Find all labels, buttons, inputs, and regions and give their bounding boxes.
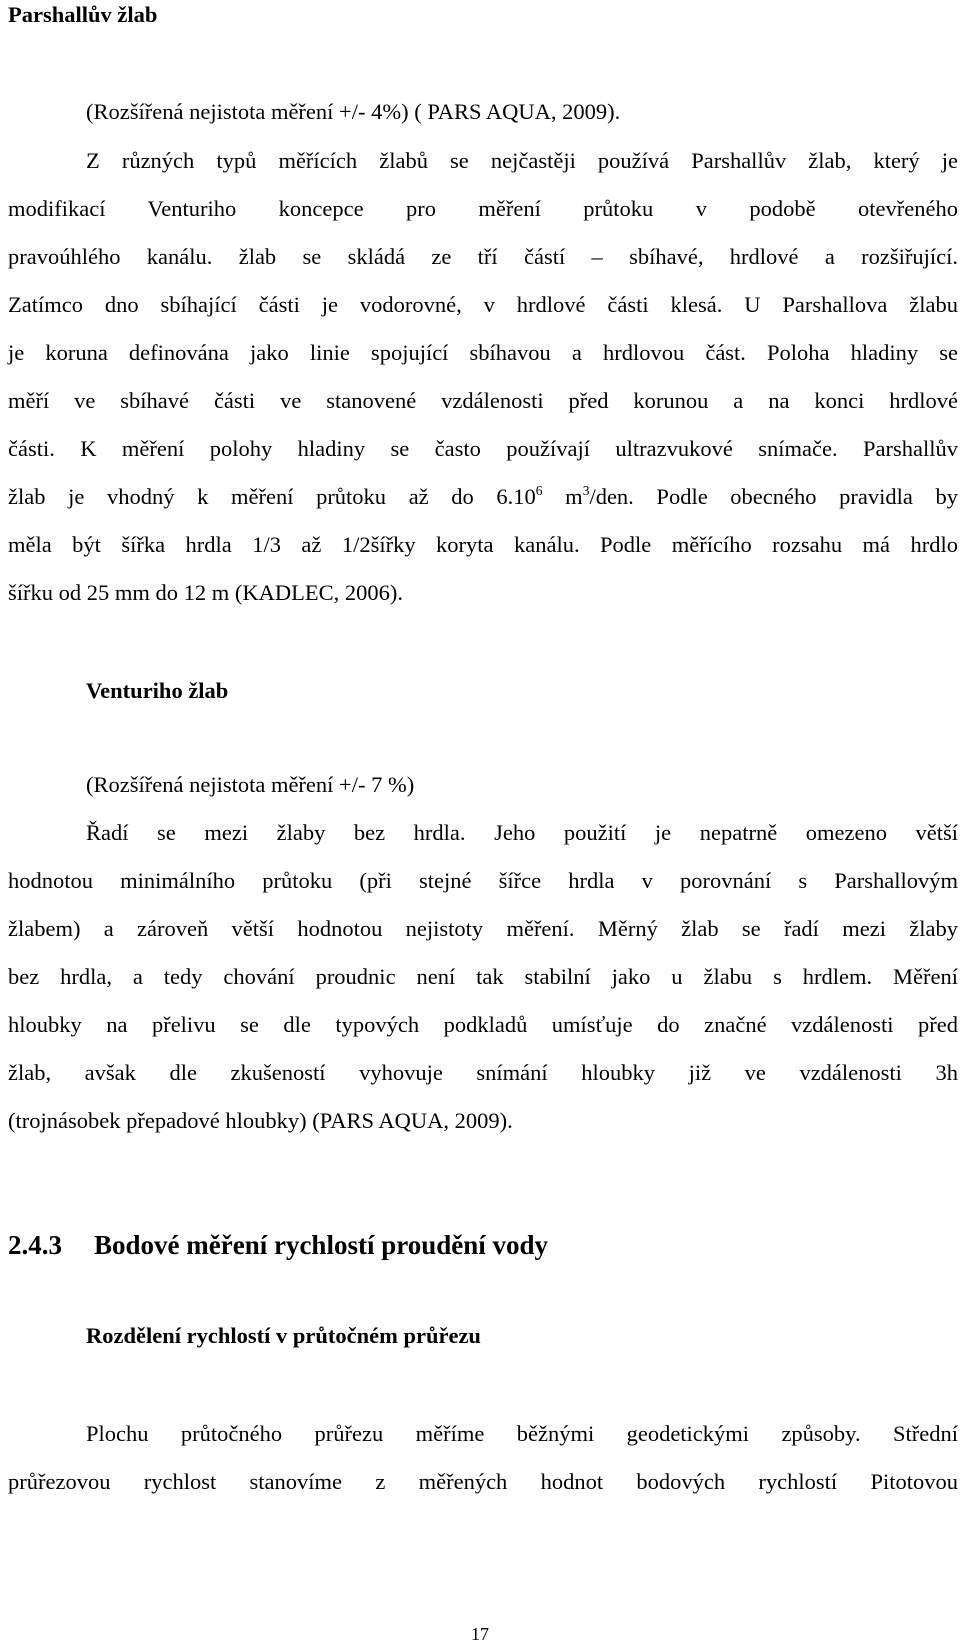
section-title: Bodové měření rychlostí proudění vody [94, 1230, 549, 1260]
paragraph-line: části. K měření polohy hladiny se často používají ultrazvukové snímače. Parshallův [8, 436, 958, 461]
venturi-uncertainty: (Rozšířená nejistota měření +/- 7 %) [86, 772, 415, 797]
section-heading [8, 1227, 958, 1263]
paragraph-line: je koruna definována jako linie spojující sbíhavou a hrdlovou část. Poloha hladiny se [8, 340, 958, 365]
paragraph-line: žlab, avšak dle zkušeností vyhovuje snímání hloubky již ve vzdálenosti 3h [8, 1060, 958, 1085]
heading-parshall: Parshallův žlab [8, 2, 158, 27]
paragraph-line: hodnotou minimálního průtoku (při stejné šířce hrdla v porovnání s Parshallovým [8, 868, 958, 893]
paragraph-line: průřezovou rychlost stanovíme z měřených hodnot bodových rychlostí Pitotovou [8, 1469, 958, 1494]
paragraph-line: modifikací Venturiho koncepce pro měření průtoku v podobě otevřeného [8, 196, 958, 221]
flow-unit: m [542, 484, 583, 509]
heading-venturi: Venturiho žlab [86, 678, 229, 703]
paragraph-line-flow [8, 482, 958, 512]
page-number: 17 [471, 1624, 489, 1644]
paragraph-line: (trojnásobek přepadové hloubky) (PARS AQUA, 2009). [8, 1108, 513, 1133]
section-number: 2.4.3 [8, 1230, 62, 1260]
paragraph-line: Zatímco dno sbíhající části je vodorovné, v hrdlové části klesá. U Parshallova žlabu [8, 292, 958, 317]
paragraph-line: Plochu průtočného průřezu měříme běžnými geodetickými způsoby. Střední [86, 1421, 958, 1446]
flow-text-after: /den. Podle obecného pravidla by [589, 484, 958, 509]
paragraph-line: Řadí se mezi žlaby bez hrdla. Jeho použití je nepatrně omezeno větší [86, 820, 958, 845]
paragraph-line: bez hrdla, a tedy chování proudnic není tak stabilní jako u žlabu s hrdlem. Měření [8, 964, 958, 989]
parshall-uncertainty: (Rozšířená nejistota měření +/- 4%) ( PARS AQUA, 2009). [86, 99, 621, 124]
paragraph-line: šířku od 25 mm do 12 m (KADLEC, 2006). [8, 580, 403, 605]
paragraph-line: žlabem) a zároveň větší hodnotou nejistoty měření. Měrný žlab se řadí mezi žlaby [8, 916, 958, 941]
paragraph-line: Z různých typů měřících žlabů se nejčastěji používá Parshallův žlab, který je [86, 148, 958, 173]
paragraph-line: měla být šířka hrdla 1/3 až 1/2šířky koryta kanálu. Podle měřícího rozsahu má hrdlo [8, 532, 958, 557]
paragraph-line: měří ve sbíhavé části ve stanovené vzdálenosti před korunou a na konci hrdlové [8, 388, 958, 413]
flow-exponent: 6 [535, 483, 543, 498]
paragraph-line: hloubky na přelivu se dle typových podkladů umísťuje do značné vzdálenosti před [8, 1012, 958, 1037]
flow-unit-exponent: 3 [582, 483, 590, 498]
subsection-heading: Rozdělení rychlostí v průtočném průřezu [86, 1323, 481, 1348]
flow-text-before: žlab je vhodný k měření průtoku až do 6.10 [8, 484, 536, 509]
paragraph-line: pravoúhlého kanálu. žlab se skládá ze tří částí – sbíhavé, hrdlové a rozšiřující. [8, 244, 958, 269]
